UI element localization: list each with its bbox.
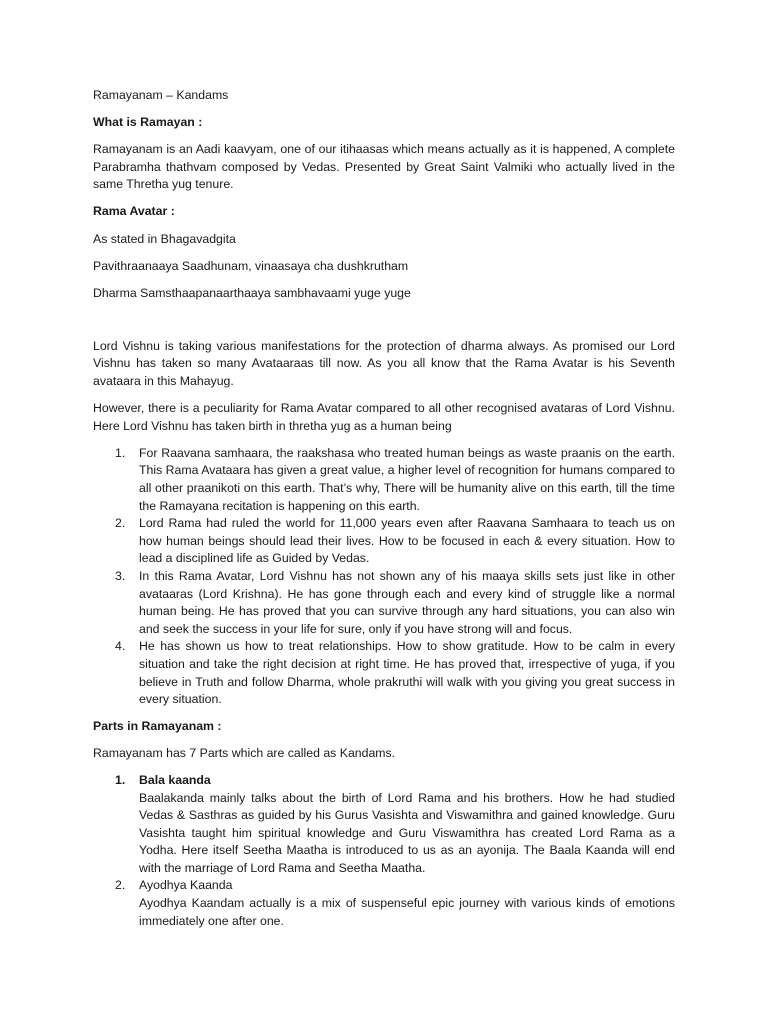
kanda-text: Baalakanda mainly talks about the birth of Lord Rama and his brothers. How he had studied Vedas & Sasthras as guided by his Gurus Vasishta and Viswamithra and gained knowledge. Guru Vasishta taught him spiritual knowledge and Guru Viswamithra has created Lord Rama as a Yodha. Here itself Seetha Maatha is introduced to us as an ayonija. The Baala Kaanda will end with the marriage of Lord Rama and Seetha Maatha. — [139, 790, 675, 875]
list-item-text: Lord Rama had ruled the world for 11,000 years even after Raavana Samhaara to teach us on how human beings should lead their lives. How to be focused in each & every situation. How to lead a disciplined life as Guided by Vedas. — [139, 516, 675, 566]
kandas-list — [93, 772, 675, 930]
kanda-title: Ayodhya Kaanda — [139, 878, 233, 893]
kanda-item — [93, 877, 675, 930]
avatar-line-2: Pavithraanaaya Saadhunam, vinaasaya cha dushkrutham — [93, 258, 409, 273]
what-paragraph: Ramayanam is an Aadi kaavyam, one of our itihaasas which means actually as it is happened, A complete Parabramha thathvam composed by Vedas. Presented by Great Saint Valmiki who actually lived in the same Thretha yug tenure. — [93, 142, 675, 192]
list-number: 2. — [115, 516, 126, 531]
list-item — [93, 568, 675, 638]
points-list — [93, 445, 675, 709]
kanda-title: Bala kaanda — [139, 772, 211, 787]
avatar-line-3: Dharma Samsthaapanaarthaaya sambhavaami yuge yuge — [93, 285, 411, 300]
list-item — [93, 638, 675, 708]
parts-heading: Parts in Ramayanam : — [93, 718, 222, 733]
what-heading: What is Ramayan : — [93, 115, 203, 130]
list-number: 1. — [115, 445, 126, 460]
list-item-text: He has shown us how to treat relationships. How to show gratitude. How to be calm in every situation and take the right decision at right time. He has proved that, irrespective of yuga, if you believe in Truth and follow Dharma, whole prakruthi will walk with you giving you great success in every situation. — [139, 639, 675, 707]
document-body — [93, 87, 675, 939]
list-number: 4. — [115, 639, 126, 654]
kanda-text: Ayodhya Kaandam actually is a mix of suspenseful epic journey with various kinds of emotions immediately one after one. — [139, 896, 675, 928]
list-number: 3. — [115, 568, 126, 583]
list-item-text: For Raavana samhaara, the raakshasa who treated human beings as waste praanis on the earth. This Rama Avataara has given a great value, a higher level of recognition for humans compared to all other praanikoti on this earth. That’s why, There will be humanity alive on this earth, till the time the Ramayana recitation is happening on this earth. — [139, 445, 675, 513]
kanda-item — [93, 772, 675, 878]
vishnu-paragraph: Lord Vishnu is taking various manifestations for the protection of dharma always. As promised our Lord Vishnu has taken so many Avataaraas till now. As you all know that the Rama Avatar is his Seventh avataara in this Mahayug. — [93, 338, 675, 389]
list-number: 1. — [115, 772, 126, 787]
list-item — [93, 515, 675, 568]
peculiarity-paragraph: However, there is a peculiarity for Rama Avatar compared to all other recognised avataras of Lord Vishnu. Here Lord Vishnu has taken birth in thretha yug as a human being — [93, 401, 675, 433]
parts-intro: Ramayanam has 7 Parts which are called as Kandams. — [93, 745, 396, 760]
avatar-heading: Rama Avatar : — [93, 204, 175, 219]
document-title: Ramayanam – Kandams — [93, 88, 229, 102]
list-item-text: In this Rama Avatar, Lord Vishnu has not shown any of his maaya skills sets just like in other avataaras (Lord Krishna). He has gone through each and every kind of struggle like a normal human being. He has proved that you can survive through any hard situations, you can also win and seek the success in your life for sure, only if you have strong will and focus. — [139, 568, 675, 636]
list-number: 2. — [115, 878, 126, 893]
spacer — [93, 312, 675, 338]
avatar-line-1: As stated in Bhagavadgita — [93, 231, 236, 246]
list-item — [93, 445, 675, 515]
